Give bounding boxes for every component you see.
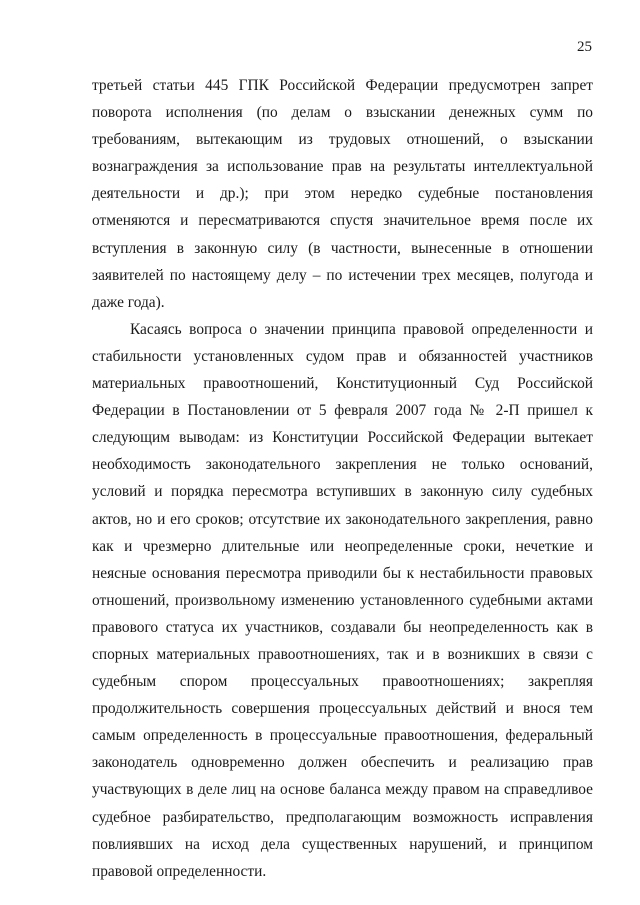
text-line: третьей статьи 445 ГПК Российской Федерации предусмотрен запрет: [92, 77, 593, 94]
text-line: Касаясь вопроса о значении принципа правовой определенности и: [130, 320, 593, 338]
text-line: вознаграждения за использование прав на результаты интеллектуальной: [92, 158, 593, 176]
text-line: правового статуса их участников, создавали бы неопределенность как в: [92, 618, 593, 636]
paragraph-continuation: [92, 72, 593, 316]
document-body: [92, 72, 593, 885]
text-line: отношений, произвольному изменению установленного судебными актами: [92, 591, 593, 609]
text-line: повлиявших на исход дела существенных нарушений, и принципом: [92, 835, 593, 853]
text-line: продолжительность совершения процессуальных действий и внося тем: [92, 700, 593, 718]
text-line: необходимость законодательного закрепления не только оснований,: [92, 456, 593, 474]
text-line: заявителей по настоящему делу – по истечении трех месяцев, полугода и: [92, 266, 593, 284]
text-line: актов, но и его сроков; отсутствие их законодательного закрепления, равно: [92, 510, 593, 528]
text-line: Федерации в Постановлении от 5 февраля 2007 года № 2-П пришел к: [92, 402, 593, 420]
text-line: материальных правоотношений, Конституционный Суд Российской: [92, 375, 593, 393]
text-line: судебное разбирательство, предполагающим возможность исправления: [92, 808, 593, 826]
text-line: судебным спором процессуальных правоотношениях; закрепляя: [92, 673, 593, 691]
text-line: отменяются и пересматриваются спустя значительное время после их: [92, 212, 593, 230]
page-number: 25: [577, 39, 592, 55]
text-line: следующим выводам: из Конституции Российской Федерации вытекает: [92, 429, 593, 447]
text-line: самым определенность в процессуальные правоотношения, федеральный: [92, 727, 593, 745]
text-line: неясные основания пересмотра приводили бы к нестабильности правовых: [92, 564, 593, 582]
text-line: вступления в законную силу (в частности, вынесенные в отношении: [92, 239, 593, 257]
text-line: стабильности установленных судом прав и обязанностей участников: [92, 347, 593, 365]
text-line: правовой определенности.: [92, 862, 267, 880]
text-line: даже года).: [92, 293, 165, 311]
text-line: деятельности и др.); при этом нередко судебные постановления: [92, 185, 593, 203]
text-line: требованиям, вытекающим из трудовых отношений, о взыскании: [92, 131, 593, 149]
paragraph-constitutional-court: [92, 316, 593, 885]
text-line: условий и порядка пересмотра вступивших в законную силу судебных: [92, 483, 593, 501]
text-line: спорных материальных правоотношениях, так и в возникших в связи с: [92, 645, 593, 663]
text-line: поворота исполнения (по делам о взыскании денежных сумм по: [92, 104, 593, 122]
text-line: как и чрезмерно длительные или неопределенные сроки, нечеткие и: [92, 537, 593, 555]
text-line: участвующих в деле лиц на основе баланса между правом на справедливое: [92, 781, 593, 799]
text-line: законодатель одновременно должен обеспечить и реализацию прав: [92, 754, 593, 772]
